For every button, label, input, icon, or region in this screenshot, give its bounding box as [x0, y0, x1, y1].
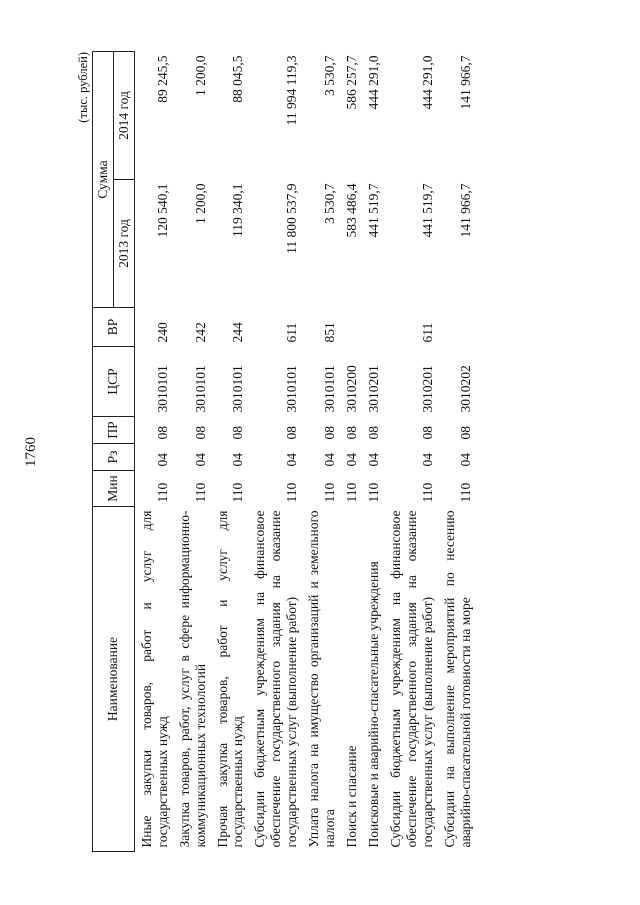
row-csr: 3010101 [230, 365, 246, 413]
row-pr: 08 [419, 426, 435, 440]
page-number: 1760 [23, 437, 39, 467]
row-vr: 240 [154, 322, 170, 343]
row-pr: 08 [230, 426, 246, 440]
table-row [362, 51, 384, 851]
row-name: Поисковые и аварийно-спасательные учреждения [365, 561, 381, 848]
row-min: 110 [192, 482, 208, 503]
row-csr: 3010101 [322, 365, 338, 413]
header-pr: ПР [93, 417, 135, 444]
row-rz: 04 [154, 453, 170, 467]
row-vr: 242 [192, 322, 208, 343]
row-csr: 3010101 [284, 365, 300, 413]
row-rz: 04 [322, 453, 338, 467]
row-csr: 3010101 [192, 365, 208, 413]
row-vr [362, 308, 384, 347]
row-min: 110 [343, 482, 359, 503]
row-csr: 3010201 [419, 365, 435, 413]
row-vr: 851 [322, 322, 338, 343]
row-rz: 04 [230, 453, 246, 467]
row-2014: 444 291,0 [419, 55, 435, 110]
table-row [134, 51, 172, 851]
row-2013: 119 340,1 [230, 183, 246, 237]
row-rz: 04 [457, 453, 473, 467]
row-name: Субсидии на выполнение мероприятий по несению аварийно-спасательной готовности на море [441, 510, 473, 848]
row-2013: 141 966,7 [457, 183, 473, 238]
row-min: 110 [457, 482, 473, 503]
row-2014: 3 530,7 [322, 55, 338, 96]
table-row [173, 51, 211, 851]
row-vr [438, 308, 476, 347]
header-min: Мин [93, 471, 135, 507]
table-row [438, 51, 476, 851]
row-pr: 08 [154, 426, 170, 440]
table-row [384, 51, 438, 851]
row-name: Субсидии бюджетным учреждениям на финансовое обеспечение государственного задания на оказание государственных услуг (выполнение работ) [252, 510, 300, 848]
row-2014: 444 291,0 [365, 55, 381, 110]
row-pr: 08 [322, 426, 338, 440]
row-min: 110 [419, 482, 435, 503]
row-2014: 11 994 119,3 [284, 55, 300, 126]
row-pr: 08 [343, 426, 359, 440]
row-min: 110 [154, 482, 170, 503]
row-rz: 04 [284, 453, 300, 467]
table-row [211, 51, 249, 851]
row-pr: 08 [284, 426, 300, 440]
header-rz: Рз [93, 444, 135, 471]
row-rz: 04 [419, 453, 435, 467]
row-vr: 611 [284, 322, 300, 343]
table-body [134, 51, 475, 851]
header-sum: Сумма [93, 51, 114, 307]
header-name: Наименование [93, 507, 135, 852]
table-row [248, 51, 302, 851]
row-2014: 141 966,7 [457, 55, 473, 110]
table-row [340, 51, 362, 851]
row-vr: 244 [230, 322, 246, 343]
header-vr: ВР [93, 308, 135, 347]
row-csr: 3010101 [154, 365, 170, 413]
rotated-page [23, 52, 590, 852]
row-pr: 08 [192, 426, 208, 440]
row-2013: 120 540,1 [154, 183, 170, 238]
row-name: Субсидии бюджетным учреждениям на финансовое обеспечение государственного задания на оказание государственных услуг (выполнение работ) [387, 510, 435, 848]
budget-table [92, 51, 475, 852]
row-name: Иные закупки товаров, работ и услуг для государственных нужд [138, 510, 170, 848]
header-csr: ЦСР [93, 347, 135, 417]
header-2014: 2014 год [113, 51, 134, 179]
row-vr [340, 308, 362, 347]
row-2013: 441 519,7 [419, 183, 435, 238]
row-2013: 583 486,4 [343, 183, 359, 238]
row-vr: 611 [419, 322, 435, 343]
row-rz: 04 [192, 453, 208, 467]
row-pr: 08 [365, 426, 381, 440]
row-min: 110 [365, 482, 381, 503]
row-name: Уплата налога на имущество организаций и земельного налога [306, 510, 338, 848]
row-name: Закупка товаров, работ, услуг в сфере информационно-коммуникационных технологий [176, 510, 208, 848]
table-header [93, 51, 135, 851]
row-2013: 11 800 537,9 [284, 183, 300, 254]
row-2013: 441 519,7 [365, 183, 381, 238]
row-csr: 3010202 [457, 365, 473, 413]
table-row [302, 51, 340, 851]
row-csr: 3010200 [343, 365, 359, 413]
row-2014: 88 045,5 [230, 55, 246, 103]
units-label: (тыс. рублей) [76, 52, 90, 123]
header-2013: 2013 год [113, 180, 134, 308]
row-csr: 3010201 [365, 365, 381, 413]
row-rz: 04 [343, 453, 359, 467]
row-min: 110 [322, 482, 338, 503]
row-min: 110 [284, 482, 300, 503]
row-min: 110 [230, 482, 246, 503]
row-2013: 3 530,7 [322, 183, 338, 224]
row-2014: 89 245,5 [154, 55, 170, 103]
row-2013: 1 200,0 [192, 183, 208, 224]
row-pr: 08 [457, 426, 473, 440]
row-name: Поиск и спасание [343, 745, 359, 848]
row-2014: 1 200,0 [192, 55, 208, 96]
row-2014: 586 257,7 [343, 55, 359, 110]
row-rz: 04 [365, 453, 381, 467]
row-name: Прочая закупка товаров, работ и услуг для государственных нужд [214, 510, 246, 848]
